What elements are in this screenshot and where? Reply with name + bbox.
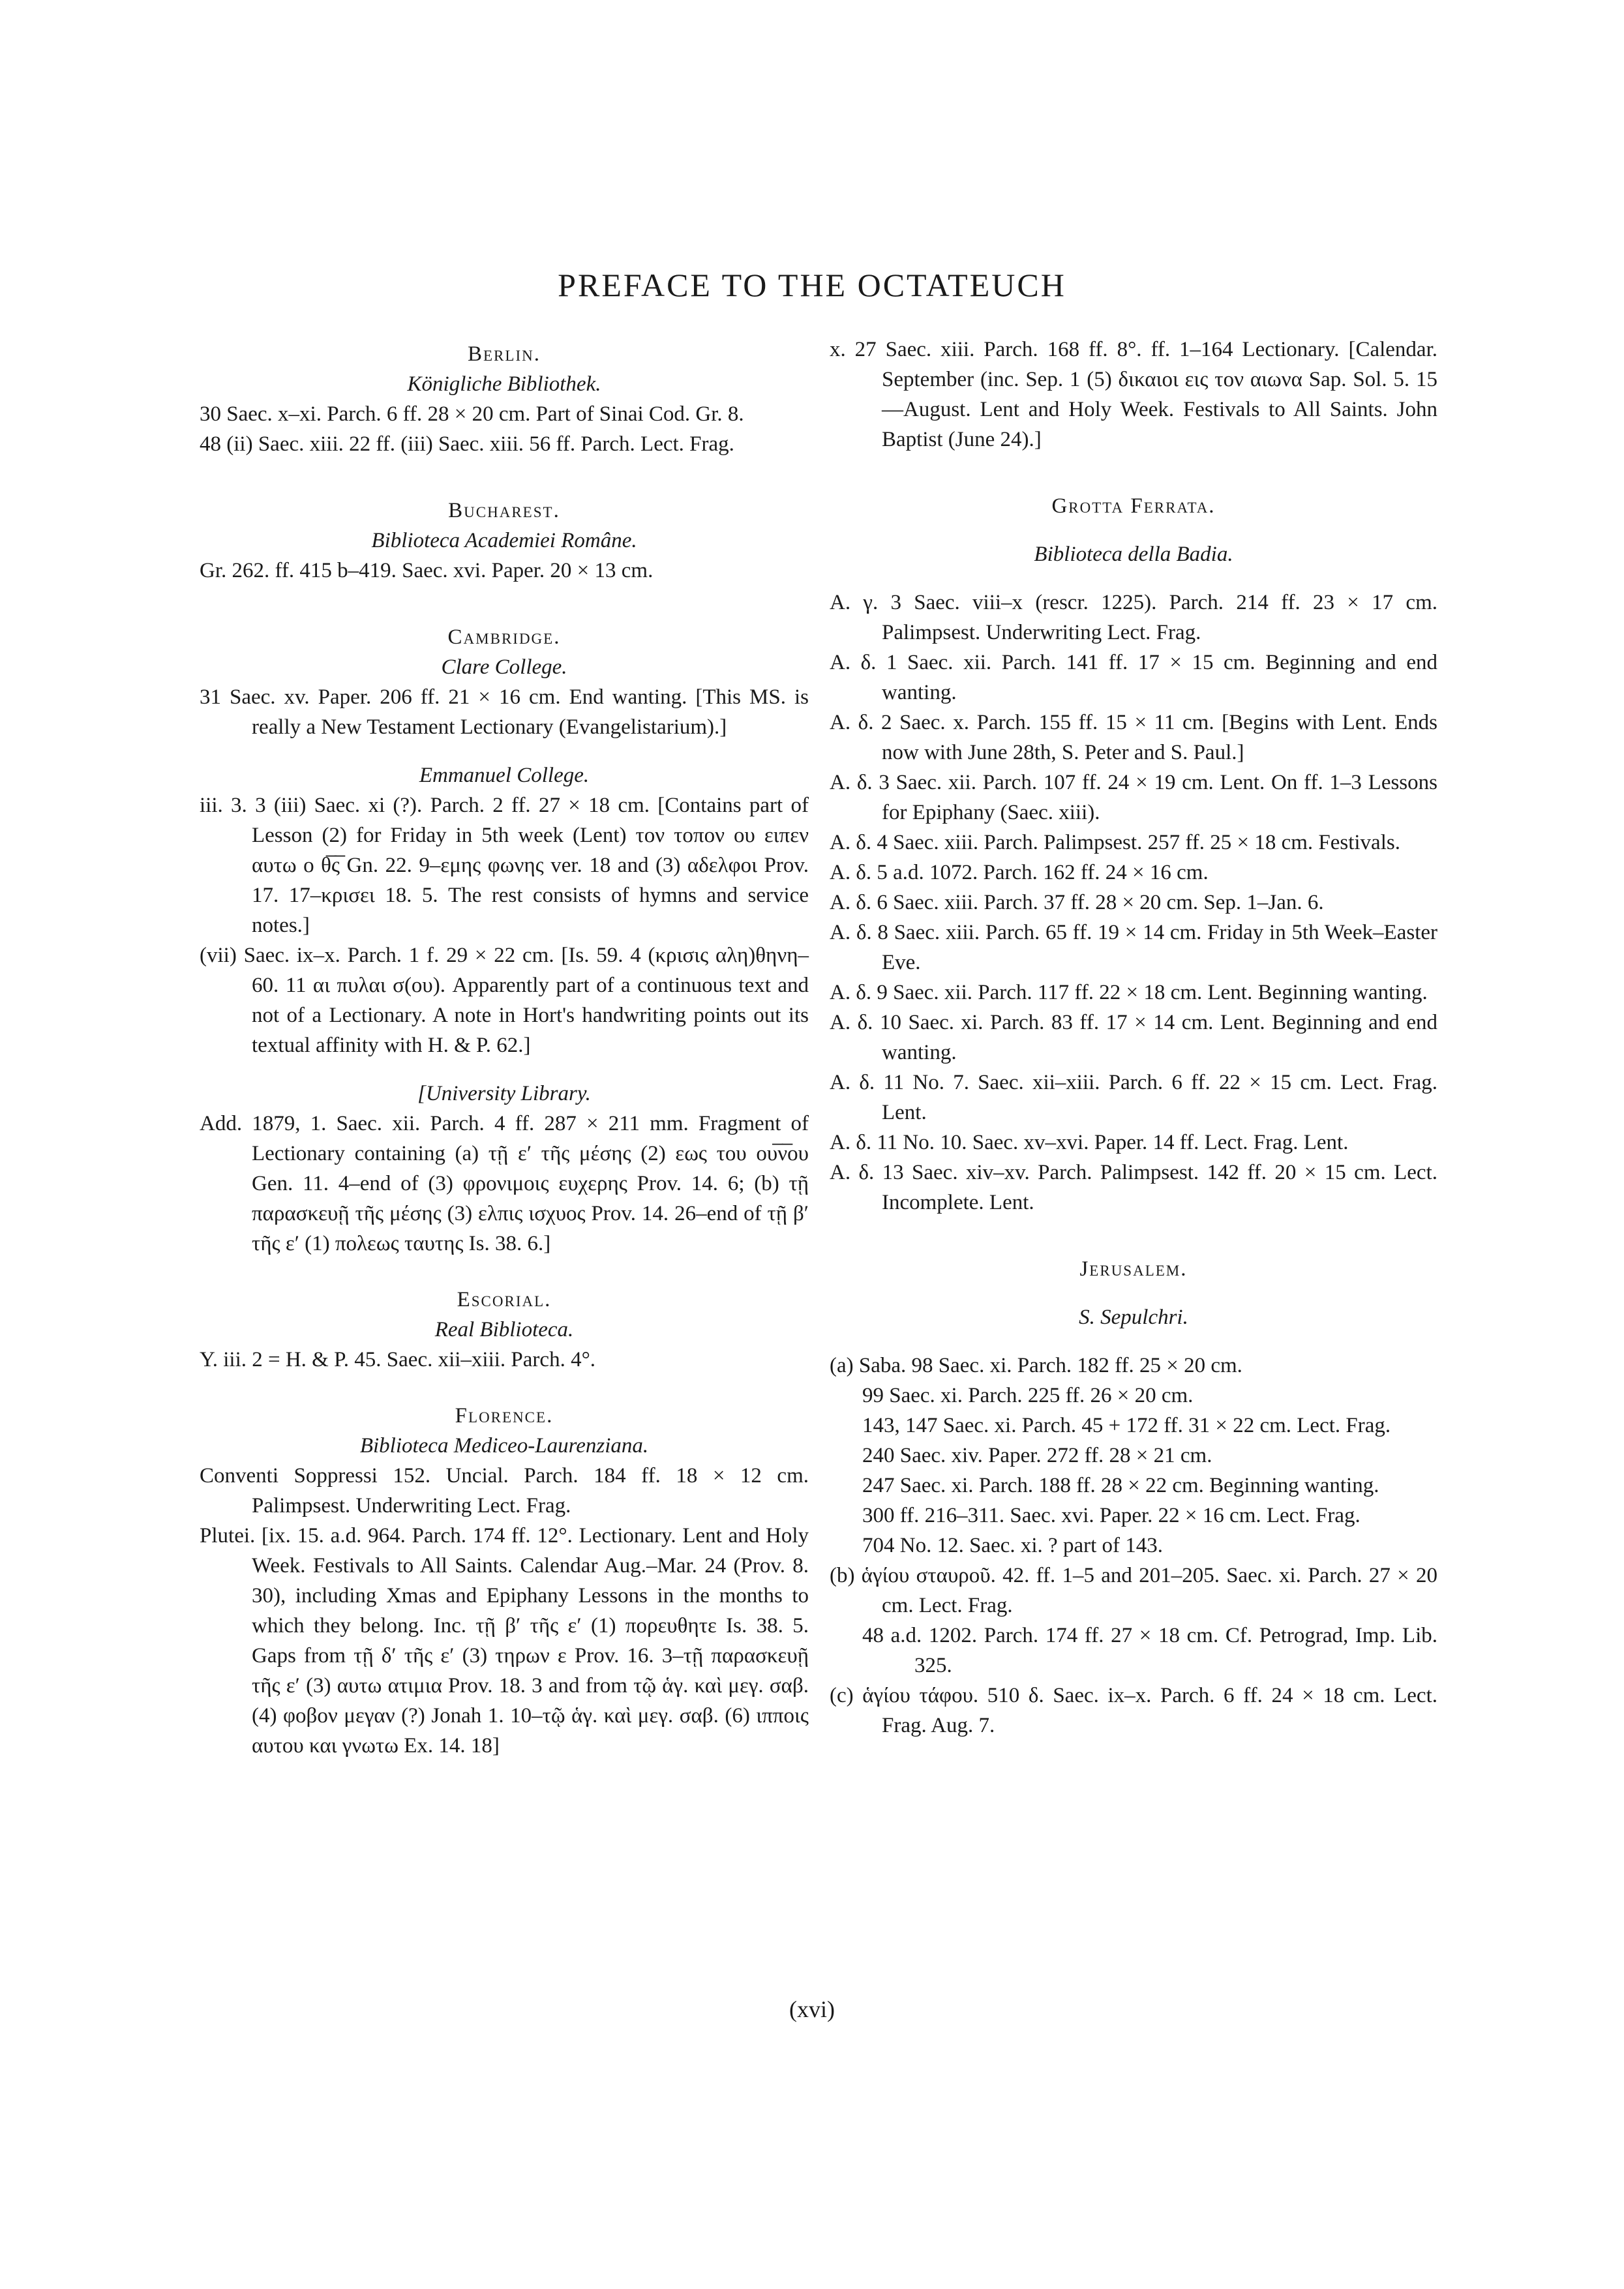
library-heading: Emmanuel College. xyxy=(419,764,590,787)
manuscript-entry: 300 ff. 216–311. Saec. xvi. Paper. 22 × 16 cm. Lect. Frag. xyxy=(862,1504,1361,1527)
manuscript-entry: x. 27 Saec. xiii. Parch. 168 ff. 8°. ff. 1–164 Lectionary. [Calendar. September (inc. Sep. 1 (5) δικαιοι εις τον αιωνα Sap. Sol. 5. 15—August. Lent and Holy Week. Festivals to All Saints. John Baptist (June 24).] xyxy=(830,338,1437,451)
library-heading: Biblioteca della Badia. xyxy=(1034,543,1233,566)
page-title: PREFACE TO THE OCTATEUCH xyxy=(558,267,1066,303)
library-heading: Biblioteca Mediceo-Laurenziana. xyxy=(359,1434,649,1458)
manuscript-entry: A. δ. 3 Saec. xii. Parch. 107 ff. 24 × 19 cm. Lent. On ff. 1–3 Lessons for Epiphany (Saec. xiii). xyxy=(830,771,1437,824)
manuscript-entry: 704 No. 12. Saec. xi. ? part of 143. xyxy=(862,1534,1163,1557)
manuscript-entry: 31 Saec. xv. Paper. 206 ff. 21 × 16 cm. End wanting. [This MS. is really a New Testament Lectionary (Evangelistarium).] xyxy=(200,685,809,739)
location-heading: Grotta Ferrata. xyxy=(1051,494,1216,518)
manuscript-entry: 99 Saec. xi. Parch. 225 ff. 26 × 20 cm. xyxy=(862,1384,1194,1407)
manuscript-entry: 143, 147 Saec. xi. Parch. 45 + 172 ff. 31 × 22 cm. Lect. Frag. xyxy=(862,1414,1391,1437)
left-column xyxy=(200,339,809,1761)
library-heading: [University Library. xyxy=(417,1082,591,1105)
manuscript-entry: A. δ. 5 a.d. 1072. Parch. 162 ff. 24 × 16 cm. xyxy=(830,861,1209,884)
manuscript-entry: A. δ. 11 No. 10. Saec. xv–xvi. Paper. 14 ff. Lect. Frag. Lent. xyxy=(830,1131,1349,1154)
manuscript-entry: A. δ. 1 Saec. xii. Parch. 141 ff. 17 × 15 cm. Beginning and end wanting. xyxy=(830,651,1437,704)
manuscript-entry: A. δ. 2 Saec. x. Parch. 155 ff. 15 × 11 cm. [Begins with Lent. Ends now with June 28th, S. Peter and S. Paul.] xyxy=(830,711,1437,764)
manuscript-entry: (a) Saba. 98 Saec. xi. Parch. 182 ff. 25 × 20 cm. xyxy=(830,1354,1242,1377)
manuscript-entry: A. δ. 9 Saec. xii. Parch. 117 ff. 22 × 18 cm. Lent. Beginning wanting. xyxy=(830,981,1428,1004)
manuscript-entry: Plutei. [ix. 15. a.d. 964. Parch. 174 ff. 12°. Lectionary. Lent and Holy Week. Festivals to All Saints. Calendar Aug.–Mar. 24 (Prov. 8. 30), including Xmas and Epiphany Lessons in the months to which they belong. Inc. τῇ β′ τῆς ε′ (1) πορευθητε Is. 38. 5. Gaps from τῇ δ′ τῆς ε′ (3) τηρων ε Prov. 16. 3–τῇ παρασκευῇ τῆς ε′ (3) αυτω ατιμια Prov. 18. 3 and from τῷ ἁγ. καὶ μεγ. σαβ. (4) φοβον μεγαν (?) Jonah 1. 10–τῷ ἁγ. καὶ μεγ. σαβ. (6) ιπποις αυτου και γνωτω Ex. 14. 18] xyxy=(200,1524,809,1758)
manuscript-entry: Gr. 262. ff. 415 b–419. Saec. xvi. Paper. 20 × 13 cm. xyxy=(200,559,654,582)
library-heading: Real Biblioteca. xyxy=(434,1318,574,1341)
manuscript-entry: A. γ. 3 Saec. viii–x (rescr. 1225). Parch. 214 ff. 23 × 17 cm. Palimpsest. Underwriting Lect. Frag. xyxy=(830,591,1437,644)
location-heading: Florence. xyxy=(455,1404,554,1428)
location-heading: Escorial. xyxy=(457,1288,552,1311)
manuscript-entry: (c) ἁγίου τάφου. 510 δ. Saec. ix–x. Parch. 6 ff. 24 × 18 cm. Lect. Frag. Aug. 7. xyxy=(830,1684,1437,1737)
library-heading: Clare College. xyxy=(441,655,567,679)
manuscript-entry: 30 Saec. x–xi. Parch. 6 ff. 28 × 20 cm. Part of Sinai Cod. Gr. 8. xyxy=(200,402,744,426)
manuscript-entry: Conventi Soppressi 152. Uncial. Parch. 184 ff. 18 × 12 cm. Palimpsest. Underwriting Lect. Frag. xyxy=(200,1464,809,1518)
page-number: (xvi) xyxy=(789,1996,835,2022)
library-heading: S. Sepulchri. xyxy=(1079,1306,1188,1329)
manuscript-entry: A. δ. 11 No. 7. Saec. xii–xiii. Parch. 6 ff. 22 × 15 cm. Lect. Frag. Lent. xyxy=(830,1071,1437,1124)
location-heading: Berlin. xyxy=(468,342,541,366)
location-heading: Cambridge. xyxy=(447,625,561,649)
manuscript-entry: A. δ. 13 Saec. xiv–xv. Parch. Palimpsest. 142 ff. 20 × 15 cm. Lect. Incomplete. Lent. xyxy=(830,1161,1437,1214)
library-heading: Königliche Bibliothek. xyxy=(407,372,601,396)
manuscript-entry: A. δ. 8 Saec. xiii. Parch. 65 ff. 19 × 14 cm. Friday in 5th Week–Easter Eve. xyxy=(830,921,1437,974)
manuscript-entry: A. δ. 6 Saec. xiii. Parch. 37 ff. 28 × 20 cm. Sep. 1–Jan. 6. xyxy=(830,891,1324,914)
location-heading: Bucharest. xyxy=(448,499,560,522)
manuscript-entry: Υ. iii. 2 = H. & P. 45. Saec. xii–xiii. Parch. 4°. xyxy=(200,1348,596,1371)
library-heading: Biblioteca Academiei Române. xyxy=(371,529,637,552)
manuscript-entry: A. δ. 10 Saec. xi. Parch. 83 ff. 17 × 14 cm. Lent. Beginning and end wanting. xyxy=(830,1011,1437,1064)
manuscript-entry: (b) ἁγίου σταυροῦ. 42. ff. 1–5 and 201–205. Saec. xi. Parch. 27 × 20 cm. Lect. Frag. xyxy=(830,1564,1437,1617)
right-column xyxy=(830,335,1437,1741)
manuscript-entry: Add. 1879, 1. Saec. xii. Parch. 4 ff. 287 × 211 mm. Fragment of Lectionary containing (a) τῇ ε′ τῆς μέσης (2) εως του ου̅ν̅ου Gen. 11. 4–end of (3) φρονιμοις ευχερης Prov. 14. 6; (b) τῇ παρασκευῇ τῆς μέσης (3) ελπις ισχυος Prov. 14. 26–end of τῇ β′ τῆς ε′ (1) πολεως ταυτης Is. 38. 6.] xyxy=(200,1112,809,1255)
manuscript-entry: (vii) Saec. ix–x. Parch. 1 f. 29 × 22 cm. [Is. 59. 4 (κρισις αλη)θηνη–60. 11 αι πυλαι σ(ου). Apparently part of a continuous text and not of a Lectionary. A note in Hort's handwriting points out its textual affinity with H. & P. 62.] xyxy=(200,944,809,1057)
manuscript-entry: 48 (ii) Saec. xiii. 22 ff. (iii) Saec. xiii. 56 ff. Parch. Lect. Frag. xyxy=(200,432,734,456)
manuscript-entry: 240 Saec. xiv. Paper. 272 ff. 28 × 21 cm. xyxy=(862,1444,1212,1467)
manuscript-entry: A. δ. 4 Saec. xiii. Parch. Palimpsest. 257 ff. 25 × 18 cm. Festivals. xyxy=(830,831,1400,854)
manuscript-entry: iii. 3. 3 (iii) Saec. xi (?). Parch. 2 ff. 27 × 18 cm. [Contains part of Lesson (2) for Friday in 5th week (Lent) τον τοπον ου ειπεν αυτω ο θ̅ς̅ Gn. 22. 9–εμης φωνης ver. 18 and (3) αδελφοι Prov. 17. 17–κρισει 18. 5. The rest consists of hymns and service notes.] xyxy=(200,794,809,937)
location-heading: Jerusalem. xyxy=(1079,1257,1188,1281)
manuscript-entry: 247 Saec. xi. Parch. 188 ff. 28 × 22 cm. Beginning wanting. xyxy=(862,1474,1379,1497)
manuscript-entry: 48 a.d. 1202. Parch. 174 ff. 27 × 18 cm. Cf. Petrograd, Imp. Lib. 325. xyxy=(862,1624,1437,1677)
